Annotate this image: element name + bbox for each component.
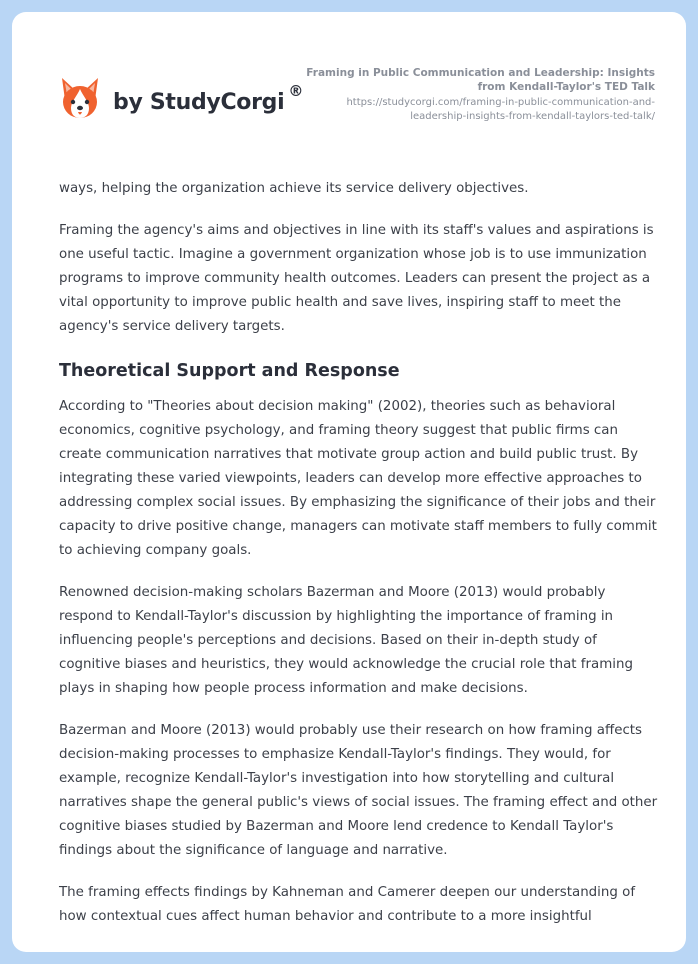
- paragraph: The framing effects findings by Kahneman and Camerer deepen our understanding of how contextual cues affect human behavior and contribute to a more insightful: [59, 885, 636, 924]
- paragraph: ways, helping the organization achieve its service delivery objectives.: [59, 181, 529, 196]
- brand-name: [113, 81, 304, 115]
- section-heading: Theoretical Support and Response: [59, 361, 400, 381]
- corgi-logo-icon: [59, 76, 101, 122]
- article-body: [59, 177, 659, 947]
- brand-name-text: by StudyCorgi: [113, 89, 285, 115]
- studycorgi-logo[interactable]: [59, 76, 303, 122]
- paragraph: Renowned decision-making scholars Bazerman and Moore (2013) would probably respond to Kendall-Taylor's discussion by highlighting the importance of framing in influencing people's perceptions and decisions. Based on their in-depth study of cognitive biases and heuristics, they would acknowledge the crucial role that framing plays in shaping how people process information and make decisions.: [59, 585, 633, 696]
- document-title: Framing in Public Communication and Leadership: Insights from Kendall-Taylor's TED Talk: [306, 67, 655, 93]
- paragraph: Bazerman and Moore (2013) would probably use their research on how framing affects decision-making processes to emphasize Kendall-Taylor's findings. They would, for example, recognize Kendall-Taylor's investigation into how storytelling and cultural narratives shape the general public's views of social issues. The framing effect and other cognitive biases studied by Bazerman and Moore lend credence to Kendall Taylor's findings about the significance of language and narrative.: [59, 723, 658, 858]
- page-card: [12, 12, 686, 952]
- paragraph: Framing the agency's aims and objectives in line with its staff's values and aspirations is one useful tactic. Imagine a government organization whose job is to use immunization programs to improve community health outcomes. Leaders can present the project as a vital opportunity to improve public health and save lives, inspiring staff to meet the agency's service delivery targets.: [59, 223, 654, 334]
- registered-mark: ®: [288, 81, 304, 100]
- header-meta: [295, 66, 655, 124]
- paragraph: According to "Theories about decision making" (2002), theories such as behavioral economics, cognitive psychology, and framing theory suggest that public firms can create communication narratives that motivate group action and build public trust. By integrating these varied viewpoints, leaders can develop more effective approaches to addressing complex social issues. By emphasizing the significance of their jobs and their capacity to drive positive change, managers can motivate staff members to fully commit to achieving company goals.: [59, 399, 657, 558]
- document-url[interactable]: https://studycorgi.com/framing-in-public-communication-and-leadership-insights-from-kendall-taylors-ted-talk/: [346, 97, 655, 122]
